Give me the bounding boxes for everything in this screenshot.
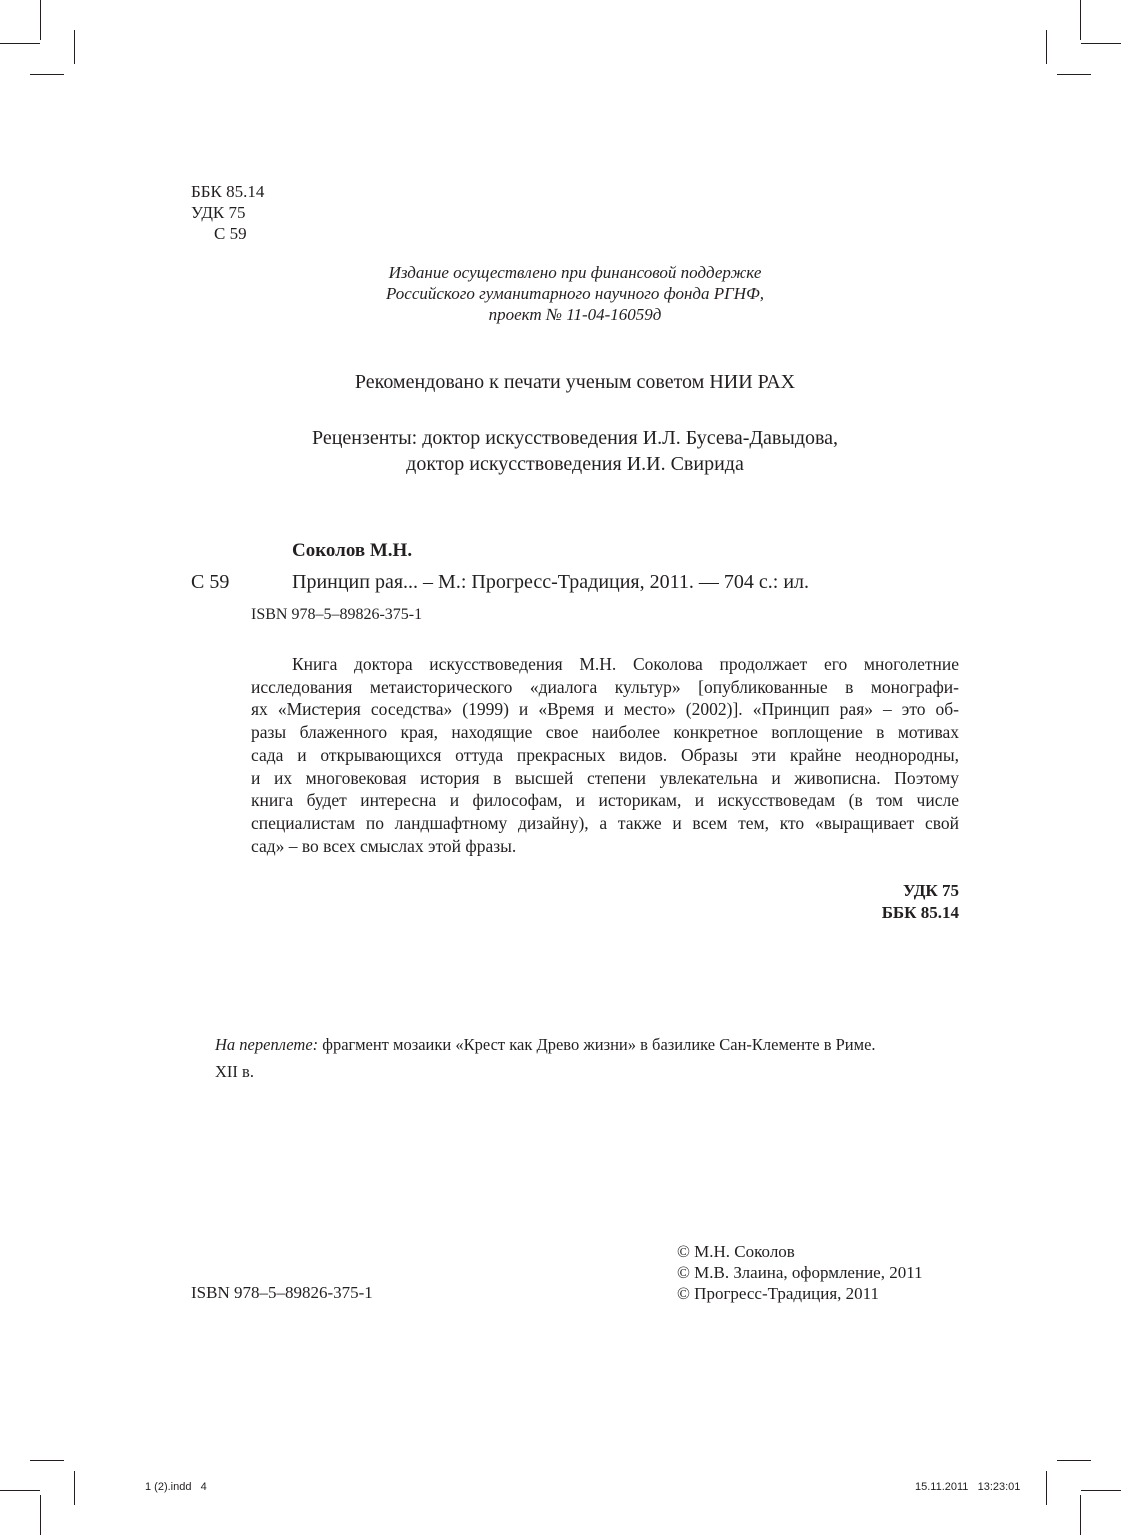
indices-block <box>760 880 959 924</box>
copyright-line: © М.В. Злаина, оформление, 2011 <box>677 1263 923 1282</box>
funding-line: Издание осуществлено при финансовой поддержке <box>388 263 762 282</box>
annotation-line: исследования метаисторического «диалога культур» [опубликованные в монографи- <box>251 676 959 697</box>
reviewers <box>200 425 950 477</box>
annotation-line: разы блаженного края, находящие свое наиболее конкретное воплощение в мотивах <box>251 722 959 743</box>
crop-mark <box>74 30 75 64</box>
udk-code: УДК 75 <box>191 203 246 222</box>
reviewer-line: доктор искусствоведения И.И. Свирида <box>406 453 744 475</box>
slug-timestamp: 15.11.2011 13:23:01 <box>915 1481 1021 1493</box>
annotation-line: книга будет интересна и философам, и историкам, и искусствоведам (в том числе <box>251 790 959 811</box>
crop-mark <box>1057 74 1091 75</box>
crop-mark <box>1081 43 1121 44</box>
crop-mark <box>0 43 40 44</box>
copyright-line: © М.Н. Соколов <box>677 1242 795 1261</box>
crop-mark <box>74 1471 75 1505</box>
annotation-line: специалистам по ландшафтному дизайну), а также и всем тем, кто «выращивает свой <box>251 812 959 833</box>
cover-note-label: На переплете: <box>215 1035 319 1054</box>
cover-note <box>215 1031 975 1085</box>
annotation-line: Книга доктора искусствоведения М.Н. Соколова продолжает его многолетние <box>292 654 959 674</box>
annotation-line: ях «Мистерия соседства» (1999) и «Время и место» (2002)]. «Принцип рая» – это об- <box>251 699 959 720</box>
record-mark: С 59 <box>191 571 230 593</box>
recommendation: Рекомендовано к печати ученым советом НИИ РАХ <box>354 371 796 393</box>
crop-mark <box>0 1490 40 1491</box>
crop-mark <box>1046 30 1047 64</box>
reviewer-line: Рецензенты: доктор искусствоведения И.Л. Бусева-Давыдова, <box>311 427 839 449</box>
record-author: Соколов М.Н. <box>292 540 413 561</box>
annotation-line: сад» – во всех смыслах этой фразы. <box>251 835 517 856</box>
record-title: Принцип рая... – М.: Прогресс-Традиция, 2011. — 704 с.: ил. <box>292 571 810 593</box>
record-isbn: ISBN 978–5–89826-375-1 <box>251 606 423 623</box>
crop-mark <box>30 1460 64 1461</box>
bbk-code: ББК 85.14 <box>191 182 265 201</box>
cover-note-century: XII в. <box>215 1062 254 1081</box>
copyright-line: © Прогресс-Традиция, 2011 <box>677 1284 880 1303</box>
funding-line: Российского гуманитарного научного фонда РГНФ, <box>386 284 764 303</box>
slug-file: 1 (2).indd 4 <box>145 1481 207 1493</box>
crop-mark <box>1080 1495 1081 1535</box>
crop-mark <box>1081 1490 1121 1491</box>
crop-mark <box>40 1495 41 1535</box>
author-mark: С 59 <box>214 224 247 243</box>
annotation-line: и их многовековая история в высшей степени увлекательна и живописна. Поэтому <box>251 767 959 788</box>
index-bbk: ББК 85.14 <box>881 903 959 922</box>
crop-mark <box>30 74 64 75</box>
index-udk: УДК 75 <box>902 881 959 900</box>
crop-mark <box>1046 1471 1047 1505</box>
funding-note <box>300 262 850 325</box>
cover-note-text: фрагмент мозаики «Крест как Древо жизни» в базилике Сан-Клементе в Риме. <box>318 1035 876 1054</box>
crop-mark <box>1057 1460 1091 1461</box>
funding-line: проект № 11-04-16059д <box>488 305 662 324</box>
crop-mark <box>1080 0 1081 40</box>
classification-block <box>191 181 264 244</box>
annotation-line: сада и открывающихся оттуда прекрасных видов. Образы эти крайне неоднородны, <box>251 744 959 765</box>
copyright-block <box>677 1241 923 1304</box>
footer-isbn: ISBN 978–5–89826-375-1 <box>191 1283 373 1302</box>
annotation <box>251 653 959 857</box>
crop-mark <box>40 0 41 40</box>
